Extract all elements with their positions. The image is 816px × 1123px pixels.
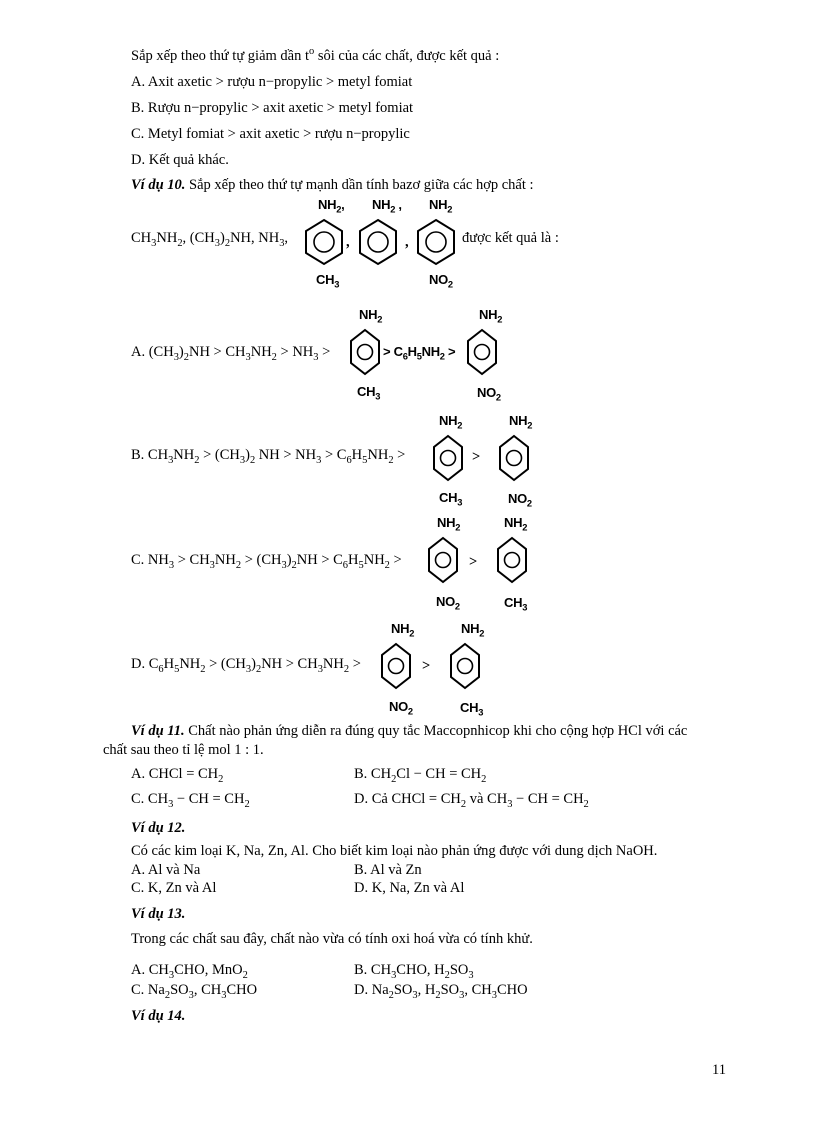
q10-compounds: $CH_3NH_2$, $(CH_3)_2NH$, $NH_3$,	[131, 230, 289, 249]
intro-text2: sôi của các chất, được kết quả :	[314, 48, 500, 64]
q12-text: Có các kim loại K, Na, Zn, Al. Cho biết kim loại nào phản ứng được với dung dịch NaOH.	[131, 843, 658, 859]
q12-option-b: B. Al và Zn	[354, 862, 422, 878]
qc-ring2-benzene-icon	[496, 536, 528, 584]
intro-text: Sắp xếp theo thứ tự giảm dần t	[131, 48, 310, 64]
q12-option-d: D. K, Na, Zn và Al	[354, 880, 465, 896]
q9-option-c: C. Metyl fomiat > axit axetic > rượu n−propylic	[131, 126, 410, 142]
intro-sup: o	[309, 46, 315, 58]
q10-ring1-nh2: $NH_2$,	[318, 197, 345, 215]
q13-option-c: C. $Na_2SO_3$, $CH_3CHO$	[131, 982, 258, 1001]
qb-ring1-benzene-icon	[432, 434, 464, 482]
qa-ring1-ch3: $CH_3$	[357, 384, 381, 402]
q14-label: Ví dụ 14.	[131, 1008, 186, 1024]
qc-ring2-ch3: $CH_3$	[504, 595, 528, 613]
q10-text: Sắp xếp theo thứ tự mạnh dần tính bazơ giữa các hợp chất :	[185, 177, 534, 193]
qa-ring2-nh2: $NH_2$	[479, 307, 503, 325]
qa-ring2-no2: $NO_2$	[477, 385, 501, 403]
q10-comma2: ,	[405, 234, 409, 250]
q12-option-c: C. K, Zn và Al	[131, 880, 217, 896]
q13-label: Ví dụ 13.	[131, 906, 186, 922]
qc-ring1-benzene-icon	[427, 536, 459, 584]
qb-ring2-benzene-icon	[498, 434, 530, 482]
q9-option-a: A. Axit axetic > rượu n−propylic > metyl fomiat	[131, 74, 413, 90]
qc-ring2-nh2: $NH_2$	[504, 515, 528, 533]
qa-c6h5nh2: > $C_6H_5NH_2$ >	[383, 344, 456, 362]
q10-comma1: ,	[346, 234, 350, 250]
qb-ring1-nh2: $NH_2$	[439, 413, 463, 431]
q10-ring2-nh2: $NH_2$ ,	[372, 197, 402, 215]
qa-ring2-benzene-icon	[466, 328, 498, 376]
q10-ring1-benzene-icon	[303, 218, 345, 266]
qb-ring2-no2: $NO_2$	[508, 491, 532, 509]
qd-ring1-benzene-icon	[380, 642, 412, 690]
q10-heading	[131, 177, 534, 194]
qc-ring1-no2: $NO_2$	[436, 594, 460, 612]
q10-option-c: C. $NH_3 > CH_3NH_2 > (CH_3)_2NH > C_6H_5NH_2$ >	[131, 552, 402, 571]
q13-option-b: B. $CH_3CHO$, $H_2SO_3$	[354, 962, 474, 981]
q12-option-a: A. Al và Na	[131, 862, 201, 878]
q10-option-b: B. $CH_3NH_2 > (CH_3)_2$ NH > $NH_3 > C_6H_5NH_2$ >	[131, 447, 406, 466]
q10-result: được kết quả là :	[462, 230, 559, 246]
qd-gt: >	[422, 658, 431, 674]
q11-option-b: B. $CH_2Cl$ − CH = $CH_2$	[354, 766, 487, 785]
q11-label: Ví dụ 11.	[131, 723, 185, 739]
qb-gt: >	[472, 449, 481, 465]
q10-ring1-ch3: $CH_3$	[316, 272, 340, 290]
q13-option-d: D. $Na_2SO_3$, $H_2SO_3$, $CH_3CHO$	[354, 982, 528, 1001]
qc-gt: >	[469, 554, 478, 570]
qd-ring2-benzene-icon	[449, 642, 481, 690]
q10-option-d: D. $C_6H_5NH_2 > (CH_3)_2NH > CH_3NH_2$ >	[131, 656, 361, 675]
qd-ring1-nh2: $NH_2$	[391, 621, 415, 639]
q10-ring3-nh2: $NH_2$	[429, 197, 453, 215]
page-number: 11	[712, 1062, 726, 1078]
q10-option-a: A. $(CH_3)_2NH > CH_3NH_2 > NH_3$ >	[131, 344, 331, 363]
q9-option-b: B. Rượu n−propylic > axit axetic > metyl fomiat	[131, 100, 414, 116]
qa-ring1-nh2: $NH_2$	[359, 307, 383, 325]
q10-ring2-benzene-icon	[357, 218, 399, 266]
qc-ring1-nh2: $NH_2$	[437, 515, 461, 533]
q13-option-a: A. $CH_3CHO$, MnO$_2$	[131, 962, 248, 981]
qd-ring2-ch3: $CH_3$	[460, 700, 484, 718]
q11-option-a: A. CHCl = $CH_2$	[131, 766, 224, 785]
q11-heading	[131, 723, 687, 740]
qd-ring1-no2: $NO_2$	[389, 699, 413, 717]
qd-ring2-nh2: $NH_2$	[461, 621, 485, 639]
q11-text2: chất sau theo tỉ lệ mol 1 : 1.	[103, 742, 264, 758]
q10-label: Ví dụ 10.	[131, 177, 186, 193]
q10-ring3-benzene-icon	[415, 218, 457, 266]
qb-ring2-nh2: $NH_2$	[509, 413, 533, 431]
q10-ring3-no2: $NO_2$	[429, 272, 453, 290]
q12-label: Ví dụ 12.	[131, 820, 186, 836]
qa-ring1-benzene-icon	[349, 328, 381, 376]
q13-text: Trong các chất sau đây, chất nào vừa có tính oxi hoá vừa có tính khử.	[131, 931, 533, 947]
q9-option-d: D. Kết quả khác.	[131, 152, 229, 168]
qb-ring1-ch3: $CH_3$	[439, 490, 463, 508]
intro-line	[131, 48, 499, 65]
q11-option-c: C. $CH_3$ − CH = $CH_2$	[131, 791, 250, 810]
q11-text: Chất nào phản ứng diễn ra đúng quy tắc Maccopnhicop khi cho cộng hợp HCl với các	[184, 723, 688, 739]
q11-option-d: D. Cả CHCl = $CH_2$ và $CH_3$ − CH = $CH_2$	[354, 791, 589, 810]
